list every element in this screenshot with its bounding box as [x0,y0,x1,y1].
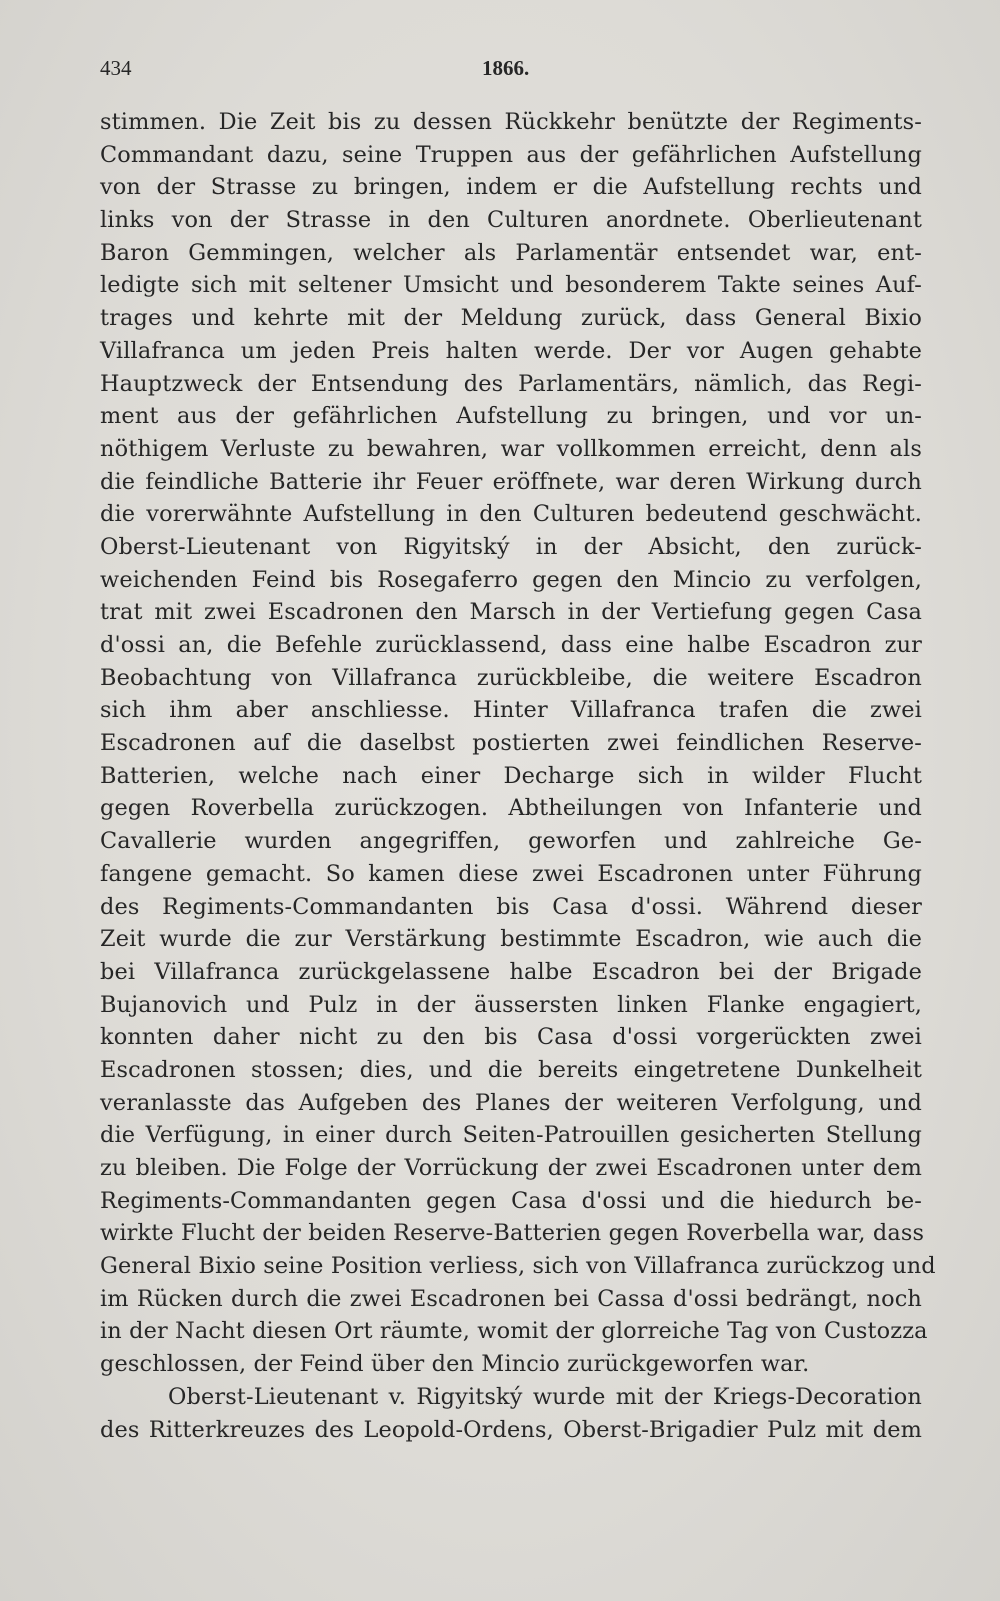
text-line: geschlossen, der Feind über den Mincio zurückgeworfen war. [100,1351,810,1378]
text-line: zu bleiben. Die Folge der Vorrückung der zwei Escadronen unter dem [100,1155,922,1181]
text-line: die feindliche Batterie ihr Feuer eröffnete, war deren Wirkung durch [100,468,922,495]
text-line: ledigte sich mit seltener Umsicht und besonderem Takte seines Auf- [100,272,922,299]
text-line: stimmen. Die Zeit bis zu dessen Rückkehr benützte der Regiments- [100,109,922,135]
text-line: weichenden Feind bis Rosegaferro gegen den Mincio zu verfolgen, [100,566,922,593]
paragraph [100,106,936,1381]
text-line: Escadronen auf die daselbst postierten zwei feindlichen Reserve- [100,730,922,757]
text-line: Oberst-Lieutenant von Rigyitský in der Absicht, den zurück- [100,533,922,560]
text-line: Regiments-Commandanten gegen Casa d'ossi und die hiedurch be- [100,1187,922,1214]
text-line: des Regiments-Commandanten bis Casa d'ossi. Während dieser [100,893,922,920]
text-line: des Ritterkreuzes des Leopold-Ordens, Oberst-Brigadier Pulz mit dem [100,1416,922,1443]
text-line: in der Nacht diesen Ort räumte, womit der glorreiche Tag von Custozza [100,1318,928,1345]
text-line: Zeit wurde die zur Verstärkung bestimmte Escadron, wie auch die [100,926,922,953]
text-line: fangene gemacht. So kamen diese zwei Escadronen unter Führung [100,860,922,887]
text-line: Baron Gemmingen, welcher als Parlamentär entsendet war, ent- [100,239,922,266]
text-line: die Verfügung, in einer durch Seiten-Patrouillen gesicherten Stellung [100,1122,922,1149]
text-line: wirkte Flucht der beiden Reserve-Batterien gegen Roverbella war, dass [100,1220,925,1247]
running-head-year: 1866. [482,56,530,80]
text-line: ment aus der gefährlichen Aufstellung zu bringen, und vor un- [100,403,922,430]
text-line: Cavallerie wurden angegriffen, geworfen und zahlreiche Ge- [100,828,922,855]
text-line: die vorerwähnte Aufstellung in den Culturen bedeutend geschwächt. [100,501,922,528]
text-line: Villafranca um jeden Preis halten werde. Der vor Augen gehabte [100,337,922,364]
text-line: Oberst-Lieutenant v. Rigyitský wurde mit der Kriegs-Decoration [168,1383,922,1410]
body-text [100,106,936,1446]
text-line: d'ossi an, die Befehle zurücklassend, dass eine halbe Escadron zur [100,632,922,658]
page-header [100,56,922,86]
text-line: General Bixio seine Position verliess, sich von Villafranca zurückzog und [100,1253,936,1280]
text-line: links von der Strasse in den Culturen anordnete. Oberlieutenant [100,207,922,234]
page-number: 434 [100,56,132,80]
text-line: im Rücken durch die zwei Escadronen bei Cassa d'ossi bedrängt, noch [100,1285,922,1312]
text-line: Beobachtung von Villafranca zurückbleibe, die weitere Escadron [100,664,922,691]
text-line: nöthigem Verluste zu bewahren, war vollkommen erreicht, denn als [100,435,922,462]
text-line: gegen Roverbella zurückzogen. Abtheilungen von Infanterie und [100,795,922,822]
text-line: Hauptzweck der Entsendung des Parlamentärs, nämlich, das Regi- [100,370,922,397]
text-line: trages und kehrte mit der Meldung zurück, dass General Bixio [100,305,922,332]
text-line: veranlasste das Aufgeben des Planes der weiteren Verfolgung, und [100,1089,922,1116]
text-line: Batterien, welche nach einer Decharge sich in wilder Flucht [100,762,922,789]
paragraph [100,1381,922,1446]
text-line: von der Strasse zu bringen, indem er die Aufstellung rechts und [100,174,922,201]
text-line: konnten daher nicht zu den bis Casa d'ossi vorgerückten zwei [100,1024,922,1051]
text-line: sich ihm aber anschliesse. Hinter Villafranca trafen die zwei [100,697,922,724]
text-line: trat mit zwei Escadronen den Marsch in der Vertiefung gegen Casa [100,599,922,626]
text-line: Escadronen stossen; dies, und die bereits eingetretene Dunkelheit [100,1056,922,1083]
text-line: Bujanovich und Pulz in der äussersten linken Flanke engagiert, [100,991,922,1018]
text-line: Commandant dazu, seine Truppen aus der gefährlichen Aufstellung [100,141,922,168]
text-line: bei Villafranca zurückgelassene halbe Escadron bei der Brigade [100,958,922,985]
